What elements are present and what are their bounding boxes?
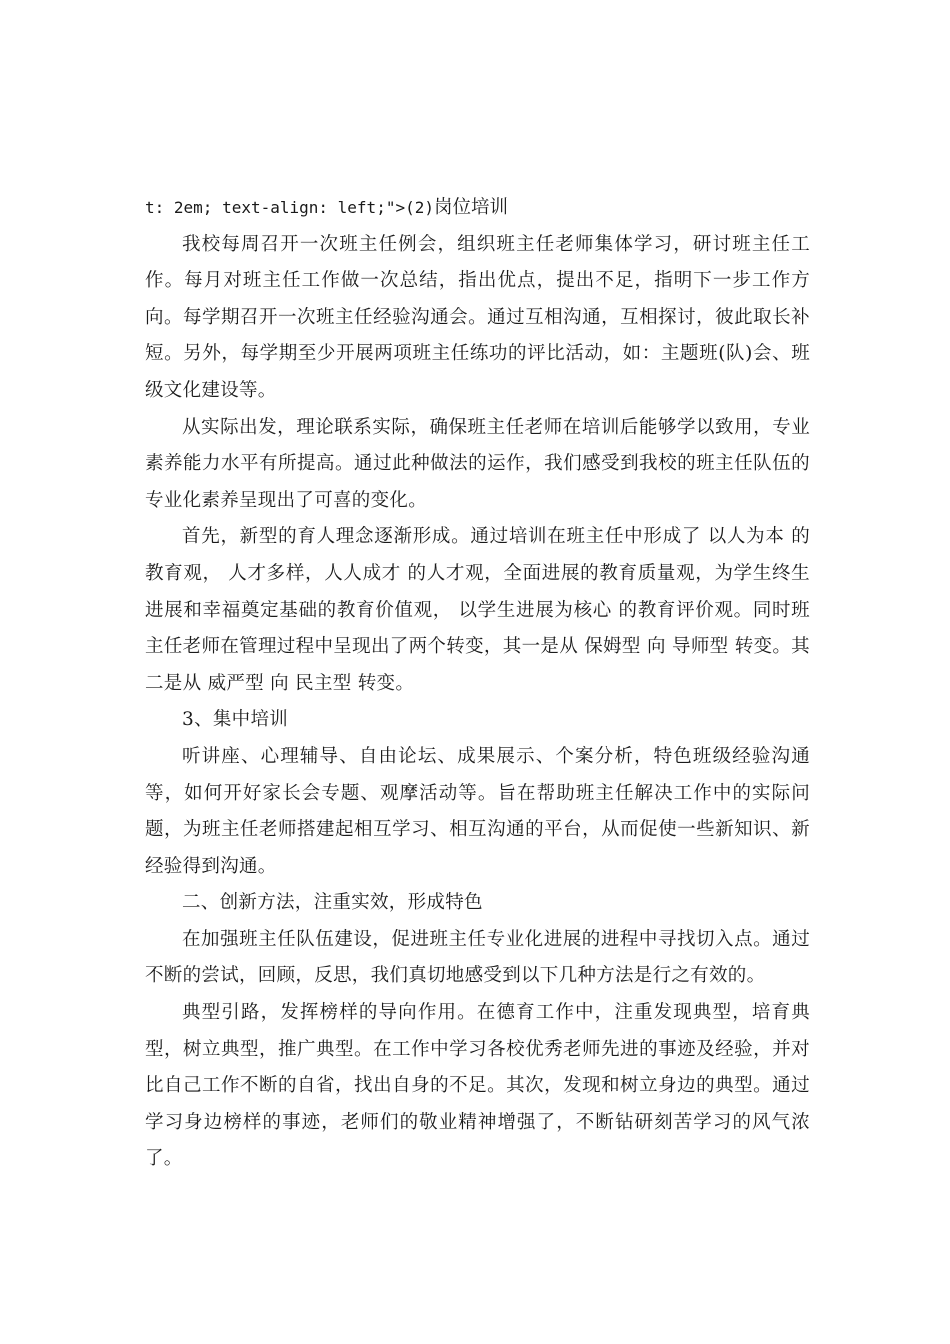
html-fragment-line: [145, 190, 810, 227]
document-body: [145, 190, 810, 1178]
paragraph-training-activities: 听讲座、心理辅导、自由论坛、成果展示、个案分析，特色班级经验沟通等，如何开好家长会专题、观摩活动等。旨在帮助班主任解决工作中的实际问题，为班主任老师搭建起相互学习、相互沟通的平台，从而促使一些新知识、新经验得到沟通。: [145, 745, 810, 877]
section-heading-centralized-training: 3、集中培训: [182, 709, 289, 731]
paragraph-weekly-meetings: 我校每周召开一次班主任例会，组织班主任老师集体学习，研讨班主任工作。每月对班主任工作做一次总结，指出优点，提出不足，指明下一步工作方向。每学期召开一次班主任经验沟通会。通过互相沟通，互相探讨，彼此取长补短。另外，每学期至少开展两项班主任练功的评比活动，如：主题班(队)会、班级文化建设等。: [145, 233, 810, 401]
paragraph-new-concepts: 首先，新型的育人理念逐渐形成。通过培训在班主任中形成了 以人为本 的教育观， 人才多样，人人成才 的人才观，全面进展的教育质量观，为学生终生进展和幸福奠定基础的教育价值观， 以学生进展为核心 的教育评价观。同时班主任老师在管理过程中呈现出了两个转变，其一是从 保姆型 向 导师型 转变。其二是从 威严型 向 民主型 转变。: [145, 526, 810, 694]
paragraph-entry-point: 在加强班主任队伍建设，促进班主任专业化进展的进程中寻找切入点。通过不断的尝试，回顾，反思，我们真切地感受到以下几种方法是行之有效的。: [145, 928, 810, 987]
section-heading-post-training: 岗位培训: [433, 197, 508, 218]
paragraph-role-models: 典型引路，发挥榜样的导向作用。在德育工作中，注重发现典型，培育典型，树立典型，推广典型。在工作中学习各校优秀老师先进的事迹及经验，并对比自己工作不断的自省，找出自身的不足。其次，发现和树立身边的典型。通过学习身边榜样的事迹，老师们的敬业精神增强了，不断钻研刻苦学习的风气浓了。: [145, 1002, 810, 1170]
html-fragment-code: t: 2em; text-align: left;">(2): [145, 198, 434, 217]
section-heading-innovation: 二、创新方法，注重实效，形成特色: [182, 892, 483, 914]
paragraph-practical-application: 从实际出发，理论联系实际，确保班主任老师在培训后能够学以致用，专业素养能力水平有所提高。通过此种做法的运作，我们感受到我校的班主任队伍的专业化素养呈现出了可喜的变化。: [145, 416, 810, 511]
